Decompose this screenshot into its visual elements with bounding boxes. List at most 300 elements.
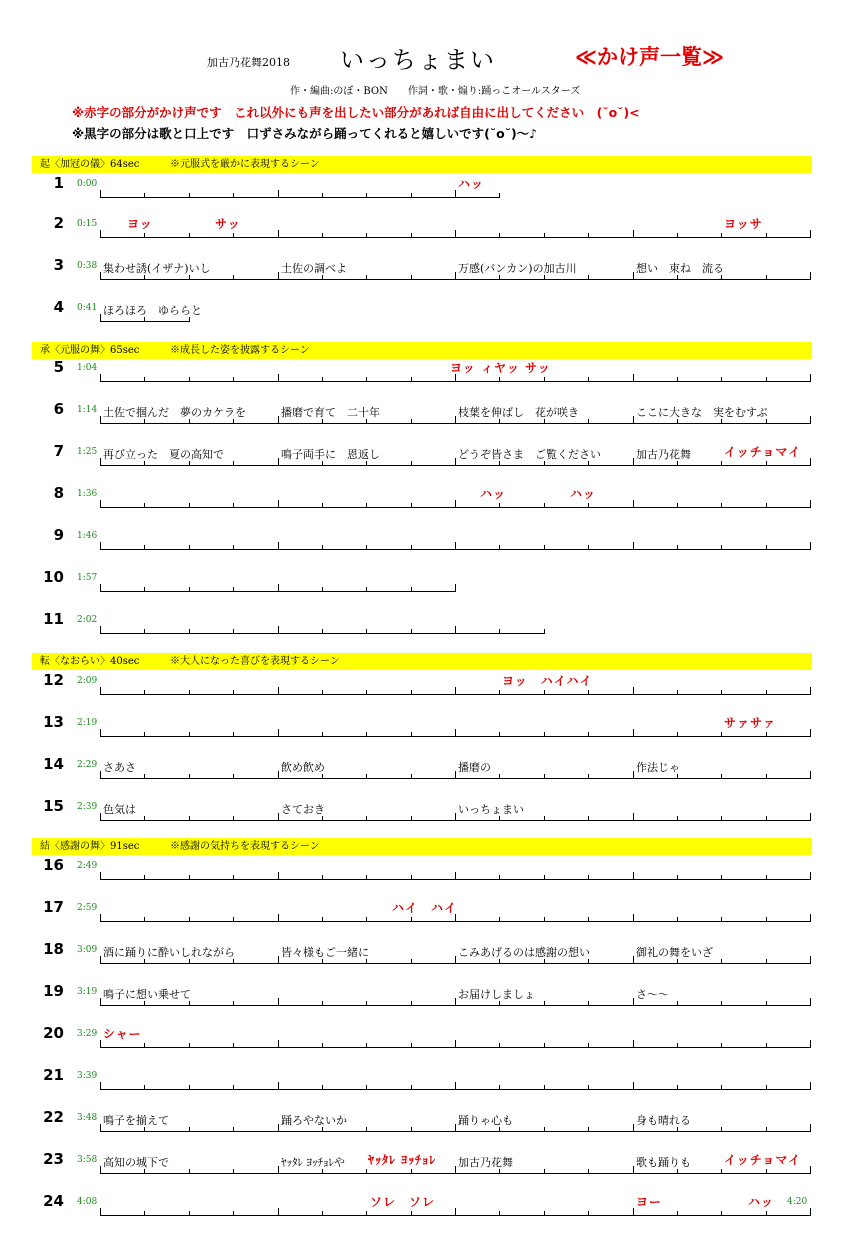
lyric-text: どうぞ皆さま ご覧ください bbox=[458, 448, 601, 461]
ruler-tick bbox=[588, 545, 589, 550]
lyric-text: 想い 束ね 流る bbox=[636, 262, 724, 275]
row-time: 1:57 bbox=[77, 573, 98, 583]
ruler-tick bbox=[766, 503, 767, 508]
row-time: 0:38 bbox=[77, 261, 98, 271]
ruler-tick bbox=[455, 458, 456, 466]
beat-ruler bbox=[100, 872, 810, 880]
ruler-tick bbox=[189, 816, 190, 821]
ruler-tick bbox=[100, 1124, 101, 1132]
ruler-tick bbox=[100, 500, 101, 508]
ruler-tick bbox=[189, 545, 190, 550]
ruler-tick bbox=[278, 813, 279, 821]
ruler-tick bbox=[499, 629, 500, 634]
ruler-tick bbox=[100, 1082, 101, 1090]
ruler-tick bbox=[721, 377, 722, 382]
ruler-tick bbox=[455, 872, 456, 880]
ruler-tick bbox=[366, 1211, 367, 1216]
ruler-tick bbox=[588, 1043, 589, 1048]
credits: 作・編曲:のぼ・BON 作詞・歌・煽り:踊っこオールスターズ bbox=[290, 86, 581, 97]
ruler-tick bbox=[810, 771, 811, 779]
ruler-tick bbox=[189, 629, 190, 634]
lyric-text: 鳴子に想い乗せて bbox=[103, 988, 191, 1001]
ruler-tick bbox=[588, 816, 589, 821]
ruler-tick bbox=[100, 1166, 101, 1174]
beat-ruler bbox=[100, 1124, 810, 1132]
ruler-tick bbox=[721, 1169, 722, 1174]
ruler-tick bbox=[233, 233, 234, 238]
ruler-tick bbox=[411, 732, 412, 737]
ruler-tick bbox=[455, 416, 456, 424]
ruler-tick bbox=[588, 1127, 589, 1132]
ruler-tick bbox=[588, 1211, 589, 1216]
ruler-tick bbox=[411, 377, 412, 382]
ruler-tick bbox=[455, 626, 456, 634]
ruler-tick bbox=[366, 917, 367, 922]
ruler-tick bbox=[366, 275, 367, 280]
row-number: 20 bbox=[43, 1024, 64, 1042]
section-desc: ※感謝の気持ちを表現するシーン bbox=[170, 841, 320, 852]
ruler-tick bbox=[633, 272, 634, 280]
ruler-tick bbox=[100, 626, 101, 634]
section-bar bbox=[32, 653, 812, 670]
ruler-tick bbox=[588, 774, 589, 779]
ruler-tick bbox=[366, 875, 367, 880]
ruler-tick bbox=[588, 233, 589, 238]
ruler-tick bbox=[322, 1211, 323, 1216]
ruler-tick bbox=[411, 1085, 412, 1090]
ruler-tick bbox=[322, 587, 323, 592]
ruler-tick bbox=[278, 771, 279, 779]
ruler-tick bbox=[633, 813, 634, 821]
ruler-tick bbox=[721, 1001, 722, 1006]
ruler-tick bbox=[499, 1085, 500, 1090]
row-number: 22 bbox=[43, 1108, 64, 1126]
ruler-tick bbox=[366, 193, 367, 198]
row-time: 2:09 bbox=[77, 676, 98, 686]
ruler-tick bbox=[411, 461, 412, 466]
lyric-text: 身も晴れる bbox=[636, 1114, 691, 1127]
row-time: 0:00 bbox=[77, 179, 98, 189]
ruler-tick bbox=[455, 190, 456, 198]
ruler-tick bbox=[544, 732, 545, 737]
ruler-tick bbox=[588, 419, 589, 424]
ruler-tick bbox=[588, 690, 589, 695]
ruler-tick bbox=[544, 629, 545, 634]
beat-ruler bbox=[100, 1166, 810, 1174]
ruler-tick bbox=[766, 233, 767, 238]
ruler-tick bbox=[411, 774, 412, 779]
ruler-tick bbox=[455, 584, 456, 592]
ruler-tick bbox=[366, 503, 367, 508]
ruler-tick bbox=[189, 875, 190, 880]
ruler-tick bbox=[766, 732, 767, 737]
ruler-tick bbox=[588, 503, 589, 508]
ruler-tick bbox=[544, 875, 545, 880]
ruler-tick bbox=[455, 729, 456, 737]
row-number: 3 bbox=[53, 256, 64, 274]
row-time: 2:29 bbox=[77, 760, 98, 770]
ruler-tick bbox=[633, 729, 634, 737]
ruler-tick bbox=[100, 190, 101, 198]
ruler-tick bbox=[810, 1124, 811, 1132]
ruler-tick bbox=[455, 687, 456, 695]
ruler-tick bbox=[633, 687, 634, 695]
ruler-tick bbox=[455, 956, 456, 964]
ruler-tick bbox=[366, 1127, 367, 1132]
ruler-tick bbox=[810, 872, 811, 880]
ruler-tick bbox=[677, 1085, 678, 1090]
ruler-tick bbox=[499, 690, 500, 695]
call-out: ハッ bbox=[748, 1195, 775, 1209]
ruler-tick bbox=[322, 545, 323, 550]
lyric-text: 播磨で育て 二十年 bbox=[281, 406, 380, 419]
ruler-tick bbox=[721, 875, 722, 880]
ruler-tick bbox=[411, 1043, 412, 1048]
ruler-tick bbox=[544, 1001, 545, 1006]
call-out: ハッ bbox=[458, 177, 485, 191]
ruler-tick bbox=[588, 917, 589, 922]
ruler-tick bbox=[810, 1040, 811, 1048]
ruler-tick bbox=[721, 461, 722, 466]
ruler-tick bbox=[588, 1001, 589, 1006]
lyric-text: 踊ろやないか bbox=[281, 1114, 347, 1127]
ruler-tick bbox=[499, 377, 500, 382]
row-number: 6 bbox=[53, 400, 64, 418]
page-title: いっちょまい bbox=[340, 46, 496, 74]
ruler-tick bbox=[544, 774, 545, 779]
ruler-tick bbox=[322, 875, 323, 880]
ruler-tick bbox=[677, 377, 678, 382]
lyric-text: 高知の城下で bbox=[103, 1156, 169, 1169]
ruler-tick bbox=[233, 1001, 234, 1006]
row-time: 0:15 bbox=[77, 219, 98, 229]
ruler-tick bbox=[721, 1211, 722, 1216]
row-time: 2:19 bbox=[77, 718, 98, 728]
ruler-tick bbox=[499, 732, 500, 737]
row-time: 2:02 bbox=[77, 615, 98, 625]
lyric-text: 加古乃花舞 bbox=[458, 1156, 513, 1169]
ruler-tick bbox=[455, 813, 456, 821]
ruler-tick bbox=[278, 230, 279, 238]
beat-ruler bbox=[100, 813, 810, 821]
row-time: 3:48 bbox=[77, 1113, 98, 1123]
ruler-tick bbox=[322, 732, 323, 737]
row-time: 3:19 bbox=[77, 987, 98, 997]
ruler-tick bbox=[144, 503, 145, 508]
ruler-tick bbox=[189, 377, 190, 382]
row-time: 0:41 bbox=[77, 303, 98, 313]
section-label: 承〈元服の舞〉65sec bbox=[40, 345, 140, 356]
ruler-tick bbox=[766, 1043, 767, 1048]
ruler-tick bbox=[100, 687, 101, 695]
ruler-tick bbox=[499, 917, 500, 922]
ruler-tick bbox=[100, 374, 101, 382]
ruler-tick bbox=[411, 959, 412, 964]
call-out: シャー bbox=[103, 1027, 142, 1041]
ruler-tick bbox=[278, 416, 279, 424]
ruler-tick bbox=[677, 816, 678, 821]
lyric-text: 歌も踊りも bbox=[636, 1156, 691, 1169]
ruler-tick bbox=[499, 1211, 500, 1216]
ruler-tick bbox=[677, 233, 678, 238]
ruler-tick bbox=[144, 816, 145, 821]
ruler-tick bbox=[366, 690, 367, 695]
ruler-tick bbox=[189, 1127, 190, 1132]
ruler-tick bbox=[766, 774, 767, 779]
ruler-tick bbox=[233, 275, 234, 280]
lyric-text: ほろほろ ゆららと bbox=[103, 304, 202, 317]
ruler-tick bbox=[144, 629, 145, 634]
ruler-tick bbox=[544, 1211, 545, 1216]
ruler-tick bbox=[633, 1208, 634, 1216]
ruler-tick bbox=[233, 732, 234, 737]
lyric-text: 皆々様もご一緒に bbox=[281, 946, 369, 959]
ruler-tick bbox=[633, 458, 634, 466]
ruler-tick bbox=[766, 690, 767, 695]
ruler-tick bbox=[766, 377, 767, 382]
lyric-text: 鳴子を揃えて bbox=[103, 1114, 169, 1127]
ruler-tick bbox=[810, 813, 811, 821]
ruler-tick bbox=[233, 1211, 234, 1216]
ruler-tick bbox=[633, 1124, 634, 1132]
call-out: ヨー bbox=[636, 1195, 663, 1209]
ruler-tick bbox=[100, 416, 101, 424]
row-number: 5 bbox=[53, 358, 64, 376]
ruler-tick bbox=[721, 1043, 722, 1048]
ruler-tick bbox=[233, 774, 234, 779]
section-bar bbox=[32, 156, 812, 173]
ruler-tick bbox=[633, 1082, 634, 1090]
ruler-tick bbox=[721, 917, 722, 922]
ruler-tick bbox=[411, 419, 412, 424]
ruler-tick bbox=[455, 542, 456, 550]
ruler-tick bbox=[189, 1085, 190, 1090]
ruler-tick bbox=[322, 690, 323, 695]
ruler-tick bbox=[100, 771, 101, 779]
ruler-tick bbox=[810, 1082, 811, 1090]
ruler-tick bbox=[144, 1211, 145, 1216]
lyric-text: こみあげるのは感謝の想い bbox=[458, 946, 590, 959]
ruler-tick bbox=[278, 914, 279, 922]
section-desc: ※元服式を厳かに表現するシーン bbox=[170, 159, 320, 170]
ruler-tick bbox=[233, 690, 234, 695]
section-desc: ※大人になった喜びを表現するシーン bbox=[170, 656, 340, 667]
ruler-tick bbox=[233, 1043, 234, 1048]
ruler-tick bbox=[411, 629, 412, 634]
ruler-tick bbox=[233, 917, 234, 922]
ruler-tick bbox=[100, 230, 101, 238]
ruler-tick bbox=[411, 1211, 412, 1216]
ruler-tick bbox=[366, 233, 367, 238]
call-out: ヨッ ィヤッ サッ bbox=[450, 361, 551, 375]
ruler-tick bbox=[189, 774, 190, 779]
ruler-tick bbox=[588, 1169, 589, 1174]
ruler-tick bbox=[278, 374, 279, 382]
ruler-tick bbox=[810, 998, 811, 1006]
ruler-tick bbox=[633, 230, 634, 238]
ruler-tick bbox=[810, 729, 811, 737]
ruler-tick bbox=[144, 587, 145, 592]
lyric-text: お届けしましょ bbox=[458, 988, 535, 1001]
ruler-tick bbox=[455, 1166, 456, 1174]
call-out: サァサァ bbox=[724, 716, 777, 730]
ruler-tick bbox=[144, 1085, 145, 1090]
section-label: 転〈なおらい〉40sec bbox=[40, 656, 140, 667]
ruler-tick bbox=[677, 503, 678, 508]
ruler-tick bbox=[810, 230, 811, 238]
lyric-text: 播磨の bbox=[458, 761, 491, 774]
ruler-tick bbox=[100, 813, 101, 821]
ruler-tick bbox=[100, 956, 101, 964]
ruler-tick bbox=[366, 1169, 367, 1174]
row-number: 2 bbox=[53, 214, 64, 232]
call-out: イッチョマイ bbox=[724, 445, 802, 459]
ruler-tick bbox=[544, 1085, 545, 1090]
lyric-text: ﾔｯﾀﾚ ﾖｯﾁｮﾚや bbox=[281, 1156, 345, 1169]
ruler-tick bbox=[810, 416, 811, 424]
ruler-tick bbox=[544, 690, 545, 695]
row-time: 2:49 bbox=[77, 861, 98, 871]
lyric-text: 色気は bbox=[103, 803, 136, 816]
call-out: イッチョマイ bbox=[724, 1153, 802, 1167]
ruler-tick bbox=[810, 542, 811, 550]
ruler-tick bbox=[544, 503, 545, 508]
ruler-tick bbox=[278, 1208, 279, 1216]
ruler-tick bbox=[588, 377, 589, 382]
ruler-tick bbox=[721, 959, 722, 964]
lyric-text: 万感(バンカン)の加古川 bbox=[458, 262, 577, 275]
row-time: 3:39 bbox=[77, 1071, 98, 1081]
ruler-tick bbox=[499, 193, 500, 198]
call-out: ヨッ ハイハイ bbox=[502, 674, 593, 688]
call-out: ハッ bbox=[570, 487, 597, 501]
ruler-tick bbox=[278, 500, 279, 508]
ruler-tick bbox=[766, 1211, 767, 1216]
ruler-tick bbox=[633, 1166, 634, 1174]
lyric-text: ここに大きな 実をむすぶ bbox=[636, 406, 768, 419]
call-out: サッ bbox=[215, 217, 241, 231]
ruler-tick bbox=[633, 542, 634, 550]
ruler-tick bbox=[455, 1124, 456, 1132]
beat-ruler bbox=[100, 729, 810, 737]
ruler-tick bbox=[544, 1169, 545, 1174]
ruler-tick bbox=[677, 1001, 678, 1006]
row-time: 1:04 bbox=[77, 363, 98, 373]
row-number: 12 bbox=[43, 671, 64, 689]
ruler-tick bbox=[278, 1166, 279, 1174]
beat-ruler bbox=[100, 626, 545, 634]
ruler-tick bbox=[366, 1085, 367, 1090]
row-number: 11 bbox=[43, 610, 64, 628]
ruler-tick bbox=[721, 1085, 722, 1090]
ruler-tick bbox=[633, 998, 634, 1006]
ruler-tick bbox=[411, 875, 412, 880]
ruler-tick bbox=[144, 690, 145, 695]
ruler-tick bbox=[189, 1043, 190, 1048]
ruler-tick bbox=[100, 1040, 101, 1048]
ruler-tick bbox=[766, 959, 767, 964]
ruler-tick bbox=[721, 732, 722, 737]
row-number: 1 bbox=[53, 174, 64, 192]
ruler-tick bbox=[544, 233, 545, 238]
ruler-tick bbox=[100, 314, 101, 322]
ruler-tick bbox=[455, 1208, 456, 1216]
ruler-tick bbox=[100, 542, 101, 550]
ruler-tick bbox=[810, 956, 811, 964]
lyric-text: さておき bbox=[281, 803, 325, 816]
lyric-text: 踊りゃ心も bbox=[458, 1114, 513, 1127]
section-bar bbox=[32, 838, 812, 855]
ruler-tick bbox=[322, 1001, 323, 1006]
beat-ruler bbox=[100, 190, 500, 198]
lyric-text: 土佐で掴んだ 夢のカケラを bbox=[103, 406, 246, 419]
ruler-tick bbox=[721, 233, 722, 238]
ruler-tick bbox=[411, 503, 412, 508]
ruler-tick bbox=[633, 956, 634, 964]
ruler-tick bbox=[411, 1001, 412, 1006]
ruler-tick bbox=[233, 1127, 234, 1132]
lyric-text: 再び立った 夏の高知で bbox=[103, 448, 224, 461]
row-number: 17 bbox=[43, 898, 64, 916]
ruler-tick bbox=[633, 416, 634, 424]
row-number: 18 bbox=[43, 940, 64, 958]
ruler-tick bbox=[366, 816, 367, 821]
ruler-tick bbox=[189, 1169, 190, 1174]
row-number: 24 bbox=[43, 1192, 64, 1210]
ruler-tick bbox=[100, 458, 101, 466]
ruler-tick bbox=[411, 1169, 412, 1174]
ruler-tick bbox=[189, 690, 190, 695]
note-black: ※黒字の部分は歌と口上です 口ずさみながら踊ってくれると嬉しいです(˘o˘)～♪ bbox=[72, 126, 538, 141]
row-time: 1:14 bbox=[77, 405, 98, 415]
ruler-tick bbox=[766, 1127, 767, 1132]
ruler-tick bbox=[233, 1085, 234, 1090]
beat-ruler bbox=[100, 687, 810, 695]
call-out: ハイ ハイ bbox=[392, 901, 458, 915]
ruler-tick bbox=[677, 690, 678, 695]
ruler-tick bbox=[278, 1124, 279, 1132]
ruler-tick bbox=[544, 917, 545, 922]
ruler-tick bbox=[721, 503, 722, 508]
row-number: 13 bbox=[43, 713, 64, 731]
ruler-tick bbox=[233, 377, 234, 382]
ruler-tick bbox=[144, 193, 145, 198]
call-out: ハッ bbox=[480, 487, 507, 501]
beat-ruler bbox=[100, 1208, 810, 1216]
ruler-tick bbox=[766, 1085, 767, 1090]
ruler-tick bbox=[455, 771, 456, 779]
row-number: 19 bbox=[43, 982, 64, 1000]
ruler-tick bbox=[766, 275, 767, 280]
ruler-tick bbox=[189, 503, 190, 508]
ruler-tick bbox=[455, 230, 456, 238]
ruler-tick bbox=[278, 729, 279, 737]
row-time: 3:09 bbox=[77, 945, 98, 955]
ruler-tick bbox=[633, 500, 634, 508]
section-label: 起〈加冠の儀〉64sec bbox=[40, 159, 140, 170]
section-label: 結〈感謝の舞〉91sec bbox=[40, 841, 140, 852]
ruler-tick bbox=[144, 377, 145, 382]
lyric-text: 鳴子両手に 恩返し bbox=[281, 448, 380, 461]
ruler-tick bbox=[766, 461, 767, 466]
ruler-tick bbox=[278, 542, 279, 550]
ruler-tick bbox=[411, 193, 412, 198]
beat-ruler bbox=[100, 584, 456, 592]
ruler-tick bbox=[499, 1043, 500, 1048]
ruler-tick bbox=[455, 500, 456, 508]
note-red: ※赤字の部分がかけ声です これ以外にも声を出したい部分があれば自由に出してください (˘o˘)< bbox=[72, 105, 640, 120]
row-time: 2:39 bbox=[77, 802, 98, 812]
